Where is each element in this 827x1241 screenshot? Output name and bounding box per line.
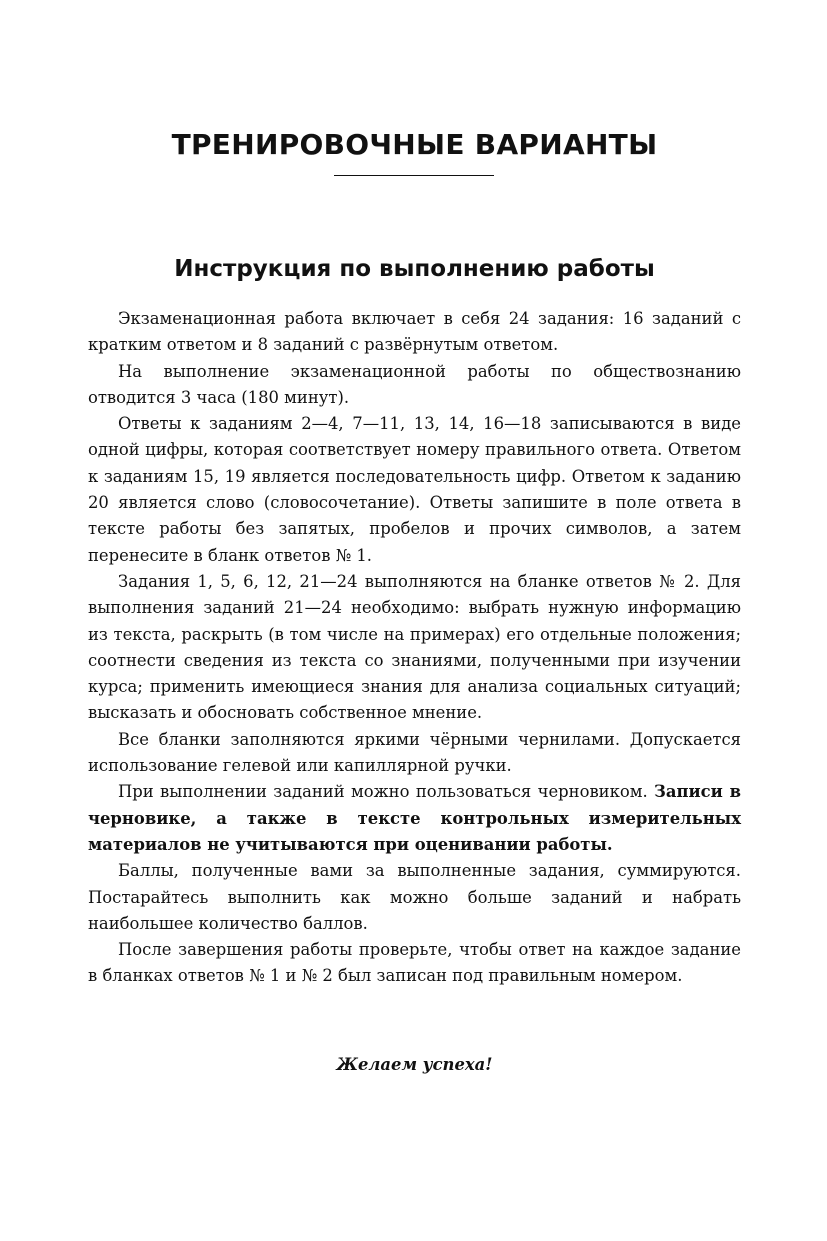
title-underline xyxy=(334,175,494,176)
instructions-body xyxy=(88,306,741,990)
page-title: ТРЕНИРОВОЧНЫЕ ВАРИАНТЫ xyxy=(171,128,658,161)
draft-warning: Записи в черновике, а также в тексте контрольных измерительных материалов не учитываются при оценивании работы. xyxy=(88,782,741,854)
paragraph-check: После завершения работы проверьте, чтобы ответ на каждое задание в бланках ответов № 1 и № 2 был записан под правильным номером. xyxy=(88,940,741,986)
section-title: Инструкция по выполнению работы xyxy=(174,256,655,282)
paragraph-duration: На выполнение экзаменационной работы по обществознанию отводится 3 часа (180 минут). xyxy=(88,361,741,407)
paragraph-scoring: Баллы, полученные вами за выполненные задания, суммируются. Постарайтесь выполнить как можно больше заданий и набрать наибольшее количество баллов. xyxy=(88,861,741,933)
paragraph-task-count: Экзаменационная работа включает в себя 24 задания: 16 заданий с кратким ответом и 8 заданий с развёрнутым ответом. xyxy=(88,309,741,355)
paragraph-short-answers: Ответы к заданиям 2—4, 7—11, 13, 14, 16—18 записываются в виде одной цифры, которая соответствует номеру правильного ответа. Ответом к заданиям 15, 19 является последовательность цифр. Ответом к заданию 20 является слово (словосочетание). Ответы запишите в поле ответа в тексте работы без запятых, пробелов и прочих символов, а затем перенесите в бланк ответов № 1. xyxy=(88,414,741,565)
paragraph-extended-answers: Задания 1, 5, 6, 12, 21—24 выполняются на бланке ответов № 2. Для выполнения заданий 21—24 необходимо: выбрать нужную информацию из текста, раскрыть (в том числе на примерах) его отдельные положения; соотнести сведения из текста со знаниями, полученными при изучении курса; применить имеющиеся знания для анализа социальных ситуаций; высказать и обосновать собственное мнение. xyxy=(88,571,741,723)
draft-text: При выполнении заданий можно пользоваться черновиком. xyxy=(118,782,655,802)
closing-wish: Желаем успеха! xyxy=(336,1055,493,1074)
paragraph-draft xyxy=(88,779,741,858)
paragraph-ink: Все бланки заполняются яркими чёрными чернилами. Допускается использование гелевой или капиллярной ручки. xyxy=(88,729,741,776)
